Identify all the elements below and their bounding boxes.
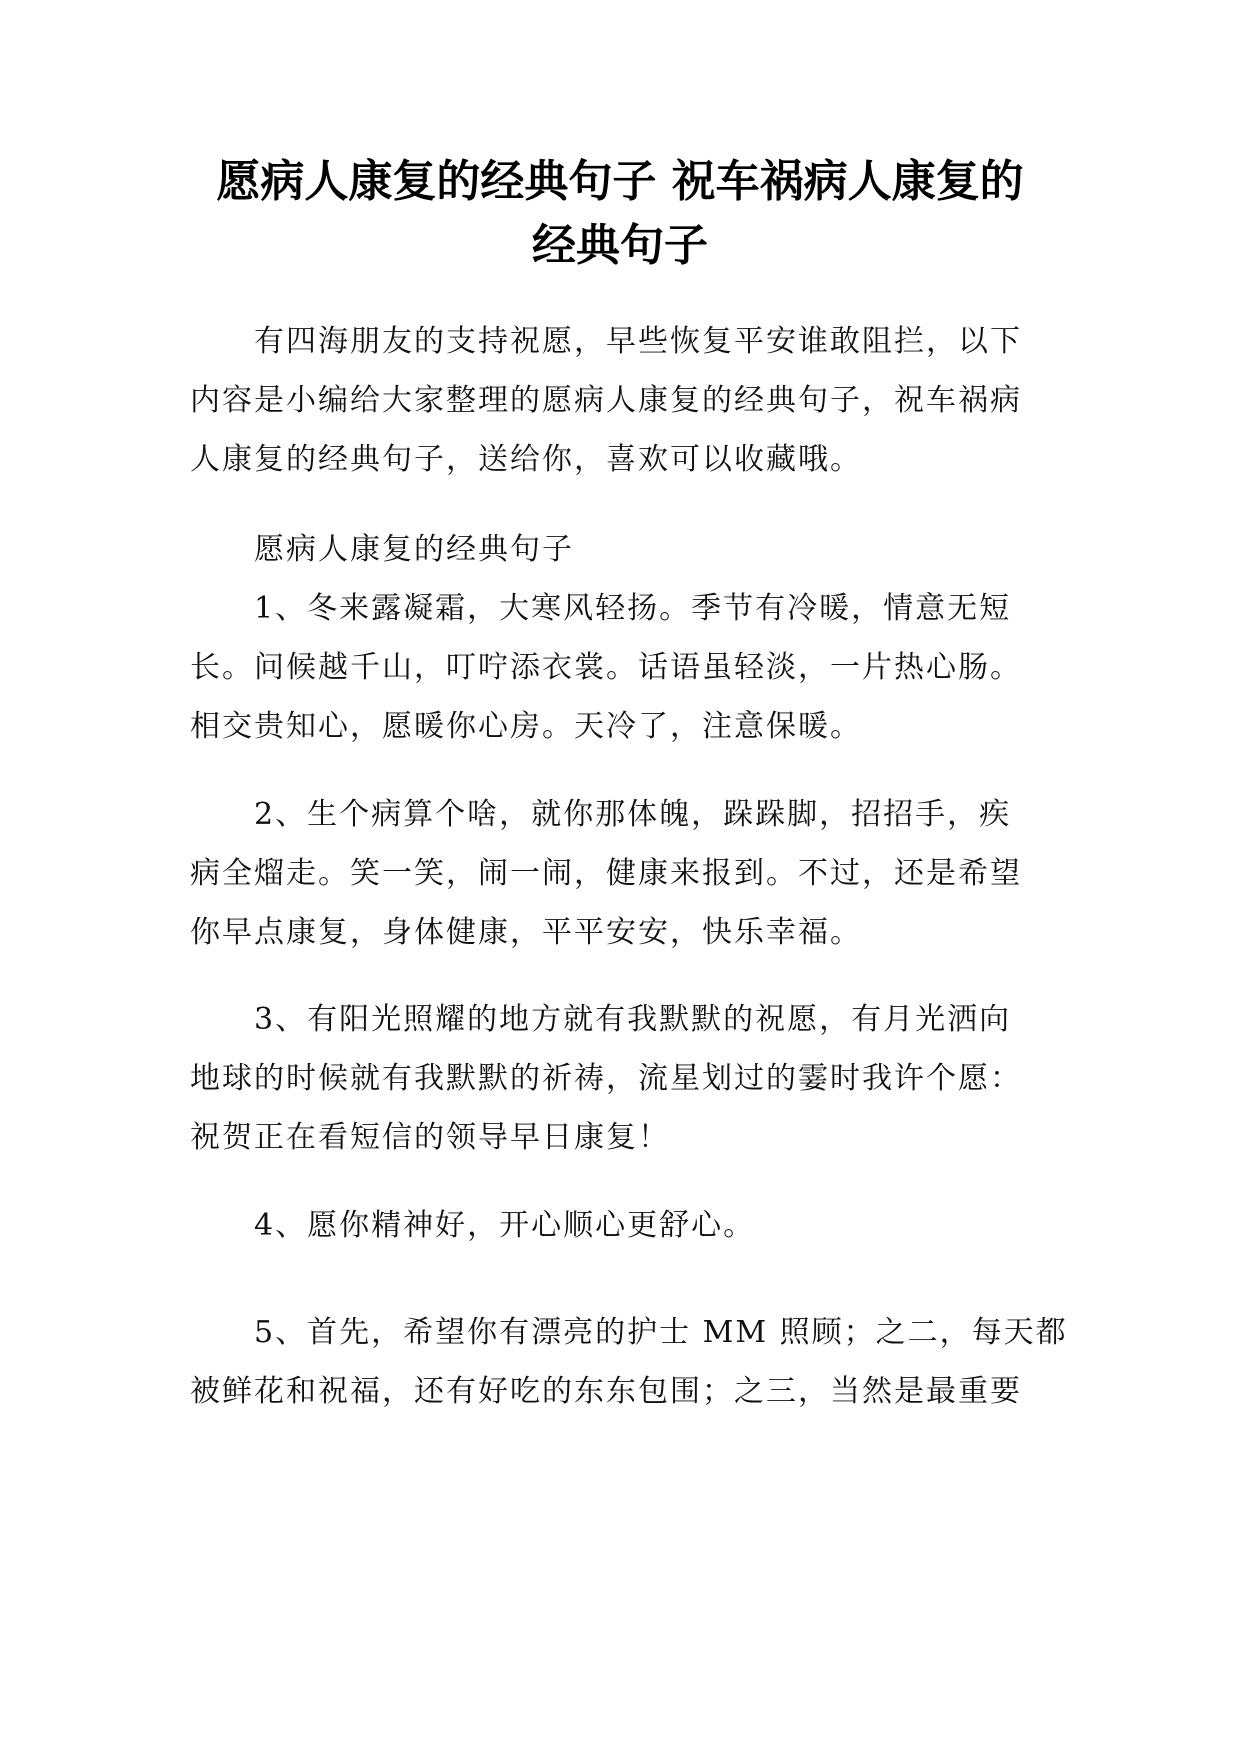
list-item [190,1196,1052,1255]
item-3-line-2: 地球的时候就有我默默的祈祷，流星划过的霎时我许个愿： [190,1061,1022,1096]
intro-line-3: 人康复的经典句子，送给你，喜欢可以收藏哦。 [190,442,862,477]
list-item [190,579,1052,756]
item-4-line-1: 4、愿你精神好，开心顺心更舒心。 [254,1208,756,1243]
section-heading [190,520,1052,579]
item-2-line-3: 你早点康复，身体健康，平平安安，快乐幸福。 [190,915,862,950]
item-5-line-2: 被鲜花和祝福，还有好吃的东东包围；之三，当然是最重要 [190,1374,1022,1409]
item-1-line-2: 长。问候越千山，叮咛添衣裳。话语虽轻淡，一片热心肠。 [190,650,1022,685]
title-line-2: 经典句子 [532,220,708,271]
list-item [190,1303,1068,1421]
item-1-line-1: 1、冬来露凝霜，大寒风轻扬。季节有冷暖，情意无短 [254,591,1012,626]
intro-line-2: 内容是小编给大家整理的愿病人康复的经典句子，祝车祸病 [190,383,1022,418]
intro-line-1: 有四海朋友的支持祝愿，早些恢复平安谁敢阻拦，以下 [254,324,1022,359]
item-3-line-3: 祝贺正在看短信的领导早日康复！ [190,1120,670,1155]
item-2-line-2: 病全熘走。笑一笑，闹一闹，健康来报到。不过，还是希望 [190,856,1022,891]
intro-paragraph [190,312,1052,489]
item-1-line-3: 相交贵知心，愿暖你心房。天冷了，注意保暖。 [190,709,862,744]
list-item [190,785,1052,962]
section-heading-text: 愿病人康复的经典句子 [254,532,574,567]
document-title [190,150,1050,278]
title-line-1: 愿病人康复的经典句子 祝车祸病人康复的 [216,156,1024,207]
item-3-line-1: 3、有阳光照耀的地方就有我默默的祝愿，有月光洒向 [254,1002,1012,1037]
list-item [190,990,1052,1167]
item-5-line-1: 5、首先，希望你有漂亮的护士 MM 照顾；之二，每天都 [254,1315,1068,1350]
item-2-line-1: 2、生个病算个啥，就你那体魄，跺跺脚，招招手，疾 [254,797,1012,832]
